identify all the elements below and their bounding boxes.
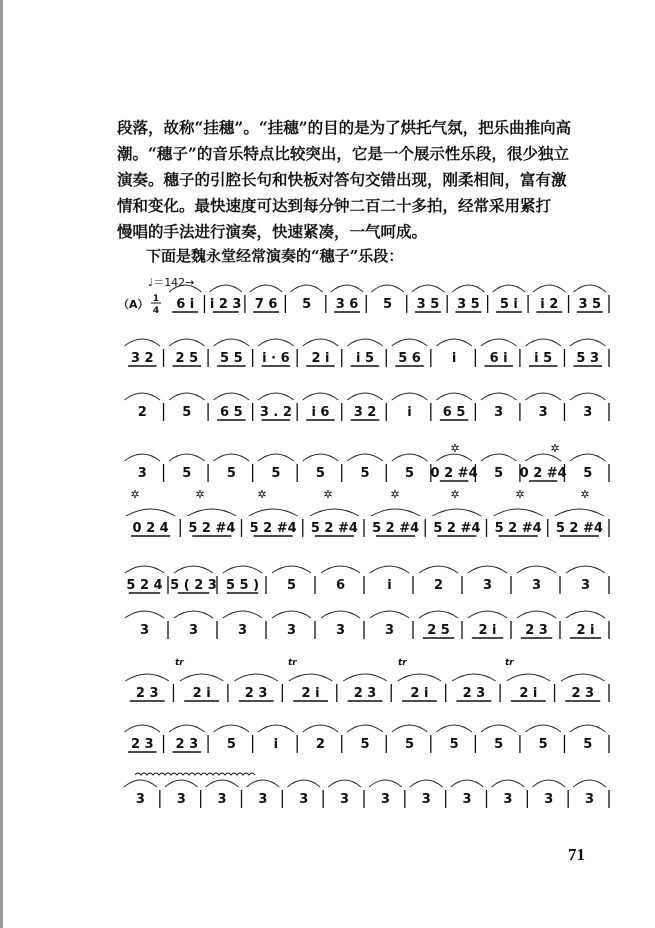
note-group: 5 [405,737,415,752]
slur-arc [126,509,175,516]
note-group: 0 2 #4 [430,466,478,481]
note-group: 3 5 [457,297,480,312]
note-group: 2 3 [353,686,377,701]
note-group: 3 [286,623,297,638]
slur-arc [392,393,428,400]
slur-arc [419,566,458,573]
ornament-flower-icon: ✲ [130,488,140,501]
slur-arc [468,566,507,573]
note-group: 3 [503,792,513,807]
slur-arc [492,780,525,787]
ornament-flower-icon: ✲ [323,488,333,501]
slur-arc [369,780,402,787]
paragraph-line-1: 段落，故称“挂穗”。“挂穗”的目的是为了烘托气氛，把乐曲推向高 [117,118,572,137]
note-group: 6 i [176,297,195,312]
slur-arc [214,725,250,732]
slur-arc [303,454,339,461]
slur-arc [525,393,561,400]
note-group: 5 [538,737,548,752]
trill-wavy-line [135,773,255,775]
note-group: 5 [271,466,281,481]
note-group: i [407,405,412,420]
slur-arc [481,454,517,461]
slur-arc [555,509,604,516]
note-group: 2 i [410,686,429,701]
note-group: 3 [340,792,350,807]
note-group: 3 [494,405,504,420]
note-group: 5 [315,466,325,481]
slur-arc [169,339,205,346]
note-group: 6 i [489,351,508,366]
note-group: 2 3 [462,686,486,701]
ornament-flower-icon: ✲ [257,488,267,501]
note-group: 2 3 [135,686,159,701]
note-group: 3 [139,623,150,638]
note-group: 3 [335,623,346,638]
slur-arc [180,674,224,681]
ornament-flower-icon: ✲ [450,442,460,455]
note-group: i 6 [311,405,330,420]
slur-arc [124,725,160,732]
ornament-flower-icon: ✲ [390,488,400,501]
note-group: 5 [182,466,192,481]
slur-arc [169,285,201,292]
note-group: 5 [360,466,370,481]
slur-arc [412,285,444,292]
slur-arc [481,725,517,732]
slur-arc [436,454,472,461]
slur-arc [468,611,507,618]
slur-arc [452,674,496,681]
note-group: 5 5 [220,351,243,366]
slur-arc [371,509,420,516]
slur-arc [481,339,517,346]
slur-arc [525,725,561,732]
slur-arc [493,285,525,292]
note-group: 3 2 [130,351,154,366]
note-group: 3 [258,792,268,807]
note-group: 3 5 [578,297,602,312]
slur-arc [410,780,443,787]
note-group: 2 3 [175,737,199,752]
slur-arc [321,611,360,618]
slur-arc [525,454,561,461]
note-group: 3 [544,792,554,807]
slur-arc [125,566,164,573]
slur-arc [214,393,250,400]
trill-mark: tr [505,658,514,668]
note-group: 2 i [301,686,320,701]
note-group: i 5 [355,351,375,366]
slur-arc [517,611,556,618]
slur-arc [507,674,551,681]
note-group: 2 i [519,686,538,701]
note-group: 5 2 #4 [249,521,297,536]
note-group: 2 i [576,623,595,638]
slur-arc [525,339,561,346]
slur-arc [250,285,282,292]
slur-arc [124,454,160,461]
note-group: 5 [360,737,370,752]
slur-arc [124,339,160,346]
note-group: 5 [405,466,415,481]
note-group: 2 3 [571,686,595,701]
slur-arc [287,780,320,787]
note-group: 3 2 [353,405,377,420]
slur-arc [370,611,409,618]
note-group: i [273,737,279,752]
slur-arc [574,285,606,292]
note-group: 5 [302,297,312,312]
slur-arc [347,339,383,346]
time-signature-bottom: 4 [152,306,160,316]
slur-arc [494,509,543,516]
note-group: 5 5 ) [225,578,260,593]
ornament-flower-icon: ✲ [450,488,460,501]
slur-arc [125,674,169,681]
note-group: 5 [226,737,236,752]
slur-arc [174,611,213,618]
slur-arc [289,674,333,681]
slur-arc [570,454,606,461]
paragraph-line-3: 演奏。穗子的引腔长句和快板对答句交错出现，刚柔相间，富有激 [117,170,567,189]
note-group: 2 5 [427,623,450,638]
note-group: 3 5 [416,297,440,312]
note-group: i 2 3 [209,297,242,312]
slur-arc [370,566,409,573]
section-label: （A） [118,298,149,311]
note-group: 3 [538,405,548,420]
note-group: 2 3 [130,737,154,752]
slur-arc [481,393,517,400]
note-group: 5 ( 2 3 [170,578,217,593]
note-group: i 5 [534,351,553,366]
slur-arc [347,454,383,461]
note-group: 5 [583,466,593,481]
note-group: 5 2 #4 [372,521,420,536]
slur-arc [124,780,157,787]
slur-arc [169,725,205,732]
note-group: 5 2 #4 [188,521,236,536]
trill-mark: tr [398,658,407,668]
note-group: 2 i [192,686,211,701]
note-group: 3 . 2 [259,405,292,420]
slur-arc [174,566,213,573]
note-group: i · 6 [262,351,290,366]
slur-arc [303,725,339,732]
slur-arc [247,780,280,787]
slur-arc [258,339,294,346]
slur-arc [328,780,361,787]
note-group: 3 [482,578,493,593]
paragraph-line-5: 慢唱的手法进行演奏，快速紧凑，一气呵成。 [117,222,428,241]
slur-arc [258,454,294,461]
slur-arc [436,393,472,400]
note-group: 2 [315,737,325,752]
slur-arc [165,780,198,787]
slur-arc [533,285,565,292]
slur-arc [169,393,205,400]
note-group: 5 2 4 [126,578,163,593]
slur-arc [398,674,442,681]
slur-arc [452,285,484,292]
slur-arc [570,339,606,346]
note-group: 5 [382,297,393,312]
slur-arc [561,674,605,681]
note-group: 5 [494,737,504,752]
slur-arc [258,725,294,732]
note-group: 2 i [478,623,497,638]
note-group: 2 [433,578,444,593]
time-signature-top: 1 [152,294,160,304]
slur-arc [347,393,383,400]
slur-arc [210,285,242,292]
slur-arc [290,285,322,292]
note-group: 2 5 [175,351,199,366]
note-group: 3 [462,792,472,807]
slur-arc [392,454,428,461]
page-number: 71 [568,845,585,864]
note-group: 5 [226,466,236,481]
ornament-flower-icon: ✲ [195,488,205,501]
ornament-flower-icon: ✲ [515,488,525,501]
note-group: 5 2 #4 [555,521,603,536]
note-group: 5 [583,737,593,752]
paragraph-line-4: 情和变化。最快速度可达到每分钟二百二十多拍，经常采用紧打 [117,196,552,215]
slur-arc [206,780,239,787]
note-group: 0 2 4 [132,521,169,536]
slur-arc [169,454,205,461]
slur-arc [223,566,262,573]
note-group: 6 5 [220,405,243,420]
slur-arc [573,780,606,787]
slur-arc [303,393,339,400]
note-group: 3 [299,792,309,807]
note-group: i [451,351,457,366]
slur-arc [258,393,294,400]
note-group: 3 [176,792,186,807]
trill-mark: tr [288,658,297,668]
note-group: 3 6 [335,297,359,312]
slur-arc [451,780,484,787]
slur-arc [234,674,278,681]
note-group: 3 [135,792,145,807]
note-group: 3 [580,578,591,593]
note-group: 6 [335,578,346,593]
slur-arc [214,454,250,461]
slur-arc [570,725,606,732]
note-group: 3 [217,792,227,807]
slur-arc [371,285,403,292]
note-group: 2 i [311,351,330,366]
note-group: 5 6 [398,351,421,366]
note-group: 5 [494,466,504,481]
note-group: i [387,578,392,593]
slur-arc [124,393,160,400]
slur-arc [272,566,311,573]
slur-arc [125,611,164,618]
slur-arc [347,725,383,732]
slur-arc [249,509,298,516]
slur-arc [419,611,458,618]
note-group: 5 2 #4 [433,521,481,536]
note-group: 5 2 #4 [310,521,358,536]
note-group: 3 [188,623,199,638]
slur-arc [321,566,360,573]
note-group: 3 [583,405,593,420]
note-group: 3 [585,792,595,807]
slur-arc [392,339,428,346]
note-group: 5 2 #4 [494,521,542,536]
tempo-marking: ♩＝142→ [148,276,195,289]
note-group: 5 [449,737,459,752]
score-intro: 下面是魏永堂经常演奏的“穗子”乐段： [146,247,404,265]
note-group: 3 [137,466,147,481]
slur-arc [436,339,472,346]
slur-arc [331,285,363,292]
slur-arc [392,725,428,732]
note-group: 3 [421,792,431,807]
slur-arc [303,339,339,346]
slur-arc [436,725,472,732]
trill-mark: tr [175,658,184,668]
note-group: 5 [182,405,192,420]
slur-arc [223,611,262,618]
note-group: 3 [384,623,395,638]
note-group: 6 5 [442,405,466,420]
slur-arc [343,674,387,681]
ornament-flower-icon: ✲ [550,442,560,455]
note-group: 5 [286,578,297,593]
slur-arc [517,566,556,573]
slur-arc [432,509,481,516]
note-group: 0 2 #4 [519,466,567,481]
slur-arc [187,509,236,516]
note-group: 3 [237,623,248,638]
slur-arc [566,566,605,573]
note-group: 2 3 [244,686,268,701]
slur-arc [214,339,250,346]
note-group: 7 6 [254,297,278,312]
note-group: 2 3 [525,623,548,638]
slur-arc [532,780,565,787]
slur-arc [570,393,606,400]
paragraph-line-2: 潮。“穗子”的音乐特点比较突出，它是一个展示性乐段，很少独立 [117,144,569,163]
slur-arc [272,611,311,618]
note-group: 3 [380,792,390,807]
note-group: i 2 [540,297,559,312]
note-group: 2 [137,405,147,420]
note-group: 5 i [499,297,518,312]
slur-arc [566,611,605,618]
note-group: 5 3 [576,351,600,366]
note-group: 3 [531,578,542,593]
ornament-flower-icon: ✲ [580,488,590,501]
slur-arc [310,509,359,516]
